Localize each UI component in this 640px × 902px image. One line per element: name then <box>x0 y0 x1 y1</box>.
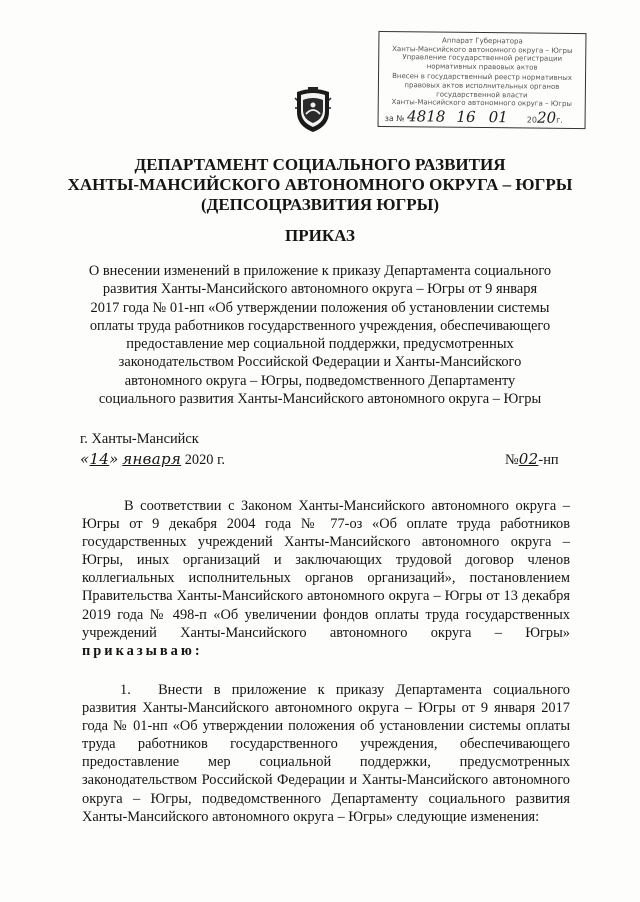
stamp-registration-line <box>384 107 581 127</box>
issue-date <box>80 450 225 469</box>
stamp-line: государственной власти <box>436 90 528 100</box>
subject-line: законодательством Российской Федерации и Ханты-Мансийского <box>118 354 522 371</box>
order-action: приказываю: <box>82 642 203 659</box>
stamp-reg-number: 4818 <box>407 107 446 126</box>
number-prefix: № <box>505 452 519 468</box>
number-suffix: -нп <box>538 452 559 468</box>
subject-line: развития Ханты-Мансийского автономного округа – Югры от 9 января <box>102 281 538 298</box>
stamp-reg-year: 20 <box>536 108 557 127</box>
clause-1-paragraph <box>82 681 570 826</box>
date-day: 14 <box>89 450 110 468</box>
stamp-reg-month: 01 <box>488 108 508 127</box>
date-close-quote: » <box>109 450 119 468</box>
preamble-text: В соответствии с Законом Ханты-Мансийского автономного округа – Югры от 9 декабря 2004 года № 77-оз «Об оплате труда работников государственных учреждений Ханты-Мансийского автономного округа – Югры, иных организаций и заключающих трудовой договор членов коллегиальных исполнительных органов организаций», постановлением Правительства Ханты-Мансийского автономного округа – Югры от 13 декабря 2019 года № 498-п «Об увеличении фондов оплаты труда государственных учреждений Ханты-Мансийского автономного округа – Югры» <box>82 498 570 641</box>
stamp-line: Ханты-Мансийского автономного округа – Югры <box>392 44 573 55</box>
number-value: 02 <box>518 450 539 468</box>
date-open-quote: « <box>80 450 90 468</box>
subject-line: О внесении изменений в приложение к приказу Департамента социального <box>88 263 552 279</box>
stamp-line: Ханты-Мансийского автономного округа – Югры <box>391 98 572 109</box>
subject-line: социального развития Ханты-Мансийского автономного округа – Югры <box>98 391 542 408</box>
header-line: ХАНТЫ-МАНСИЙСКОГО АВТОНОМНОГО ОКРУГА – ЮГРЫ <box>67 175 573 194</box>
stamp-line: правовых актов исполнительных органов <box>404 81 560 91</box>
department-header <box>60 155 580 215</box>
clause-text: Внести в приложение к приказу Департамента социального развития Ханты-Мансийского автономного округа – Югры от 9 января 2017 года № 01-нп «Об утверждении положения об установлении системы оплаты труда работников государственного учреждения, обеспечивающего предоставление мер социальной поддержки, предусмотренных законодательством Российской Федерации и Ханты-Мансийского автономного округа – Югры, подведомственного Департаменту социального развития Ханты-Мансийского автономного округа – Югры» следующие изменения: <box>82 682 570 825</box>
stamp-line: Аппарат Губернатора <box>442 36 523 46</box>
stamp-line: Управление государственной регистрации <box>402 53 563 64</box>
header-line: ДЕПАРТАМЕНТ СОЦИАЛЬНОГО РАЗВИТИЯ <box>134 155 506 174</box>
date-year: 2020 г. <box>184 452 225 468</box>
subject-line: оплаты труда работников государственного учреждения, обеспечивающего <box>89 317 551 334</box>
stamp-line: нормативных правовых актов <box>426 62 538 72</box>
subject-line: автономного округа – Югры, подведомственного Департаменту <box>124 372 516 389</box>
subject-line: 2017 года № 01-нп «Об утверждении положения об установлении системы <box>90 299 550 316</box>
date-month: января <box>122 450 182 468</box>
clause-number: 1. <box>120 682 131 698</box>
stamp-reg-year-prefix: 20 <box>526 115 538 125</box>
header-line: (ДЕПСОЦРАЗВИТИЯ ЮГРЫ) <box>200 195 440 214</box>
stamp-reg-year-end: г. <box>556 115 563 125</box>
place-of-issue: г. Ханты-Мансийск <box>80 431 199 447</box>
subject-line: предоставление мер социальной поддержки, предусмотренных <box>126 336 514 353</box>
registration-stamp <box>378 31 587 129</box>
document-subject <box>72 262 568 408</box>
stamp-line: Внесен в государственный реестр нормативных <box>392 72 572 83</box>
stamp-reg-day: 16 <box>456 107 476 126</box>
preamble-paragraph <box>82 497 570 660</box>
stamp-reg-prefix: за № <box>384 113 405 124</box>
document-type: ПРИКАЗ <box>285 226 355 245</box>
document-number <box>505 450 559 469</box>
coat-of-arms-icon <box>293 86 333 134</box>
